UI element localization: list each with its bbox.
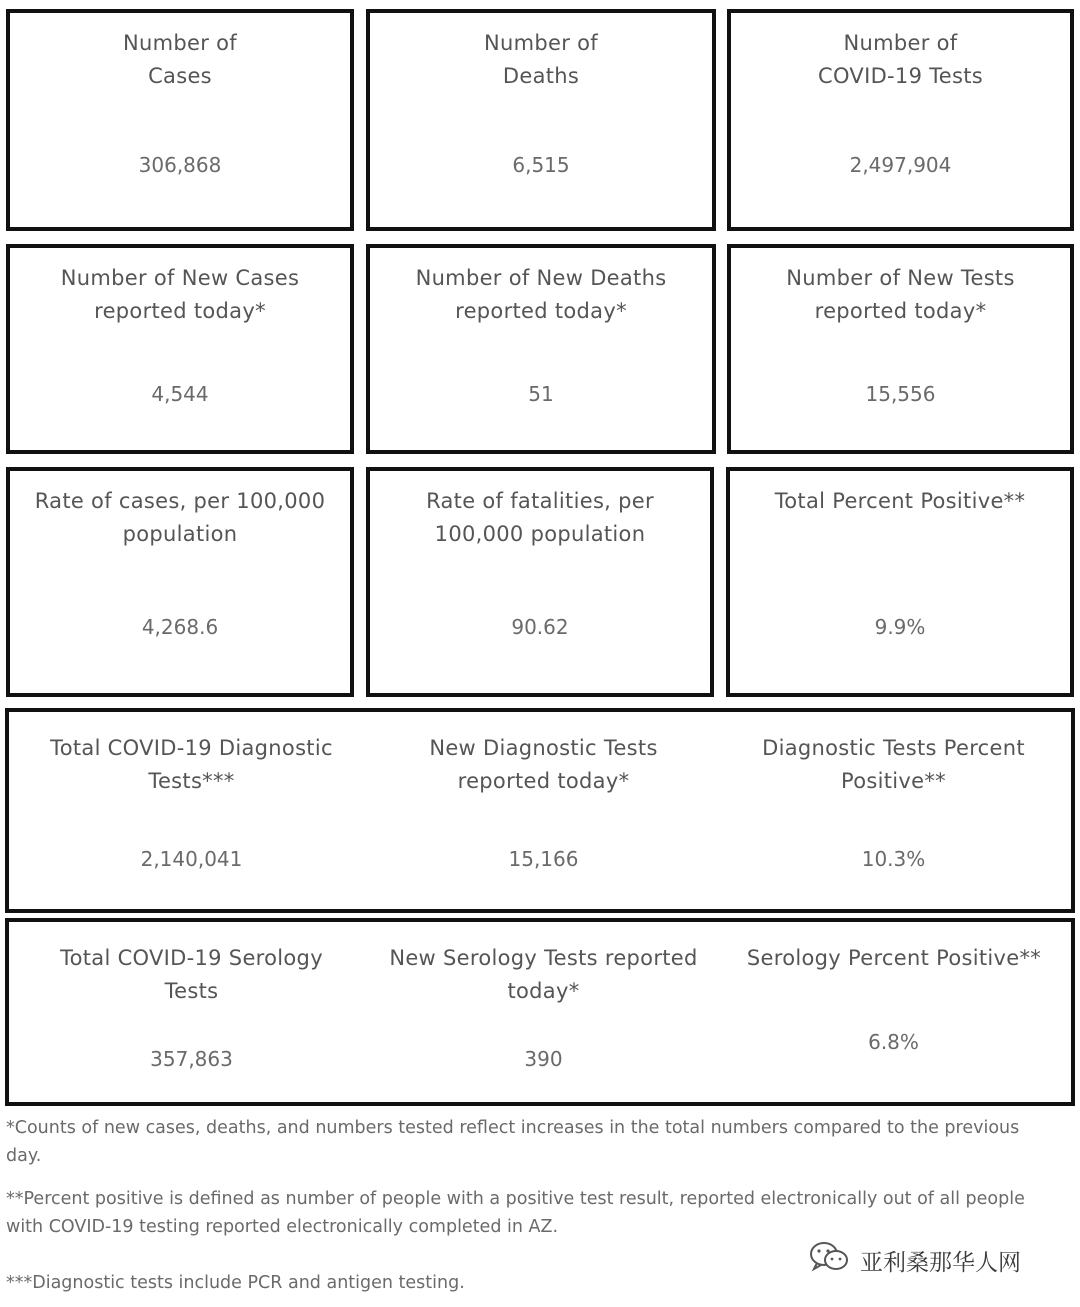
new-tests-value: 15,556: [865, 382, 936, 406]
diagnostic-total-value: 2,140,041: [140, 847, 243, 871]
deaths-label: Number of Deaths: [484, 31, 598, 88]
new-deaths-value: 51: [528, 382, 554, 406]
diagnostic-total-label: Total COVID-19 Diagnostic Tests***: [50, 736, 333, 793]
diagnostic-new-value: 15,166: [508, 847, 579, 871]
diagnostic-percent-value: 10.3%: [861, 847, 926, 871]
new-tests-label: Number of New Tests reported today*: [786, 266, 1015, 323]
serology-new-label: New Serology Tests reported today*: [389, 946, 698, 1003]
fatality-rate-card: [366, 467, 714, 697]
footnote-percent-positive: **Percent positive is defined as number of people with a positive test result, reported electronically out of all people with COVID-19 testing reported electronically completed in AZ.: [6, 1189, 1025, 1237]
serology-total-value: 357,863: [150, 1047, 233, 1071]
new-cases-label: Number of New Cases reported today*: [60, 266, 300, 323]
deaths-value: 6,515: [512, 153, 570, 177]
cases-card: [6, 9, 354, 231]
serology-total-label: Total COVID-19 Serology Tests: [60, 946, 323, 1003]
serology-percent-value: 6.8%: [868, 1030, 919, 1054]
watermark: [808, 1240, 1021, 1280]
serology-panel: [5, 918, 1075, 1106]
diagnostic-percent-label: Diagnostic Tests Percent Positive**: [762, 736, 1025, 793]
watermark-text: 亚利桑那华人网: [860, 1249, 1021, 1276]
serology-new-value: 390: [524, 1047, 563, 1071]
tests-value: 2,497,904: [849, 153, 952, 177]
deaths-card: [366, 9, 716, 231]
diagnostic-new-label: New Diagnostic Tests reported today*: [429, 736, 658, 793]
tests-card: [727, 9, 1074, 231]
fatality-rate-label: Rate of fatalities, per 100,000 population: [426, 489, 654, 546]
new-cases-value: 4,544: [151, 382, 209, 406]
footnote-diagnostic-tests: ***Diagnostic tests include PCR and antigen testing.: [6, 1273, 465, 1293]
percent-positive-card: [726, 467, 1074, 697]
new-deaths-card: [366, 244, 716, 454]
fatality-rate-value: 90.62: [511, 615, 569, 639]
case-rate-value: 4,268.6: [141, 615, 219, 639]
new-cases-card: [6, 244, 354, 454]
new-tests-card: [727, 244, 1074, 454]
diagnostic-panel: [5, 708, 1075, 913]
case-rate-label: Rate of cases, per 100,000 population: [34, 489, 326, 546]
new-deaths-label: Number of New Deaths reported today*: [415, 266, 667, 323]
footnote-new-counts: *Counts of new cases, deaths, and numbers tested reflect increases in the total numbers compared to the previous day.: [6, 1118, 1020, 1166]
case-rate-card: [6, 467, 354, 697]
tests-label: Number of COVID-19 Tests: [817, 31, 984, 88]
serology-percent-label: Serology Percent Positive**: [746, 946, 1042, 970]
cases-value: 306,868: [138, 153, 222, 177]
wechat-icon: [808, 1240, 852, 1280]
percent-positive-value: 9.9%: [874, 615, 926, 639]
percent-positive-label: Total Percent Positive**: [774, 489, 1026, 513]
cases-label: Number of Cases: [123, 31, 237, 88]
